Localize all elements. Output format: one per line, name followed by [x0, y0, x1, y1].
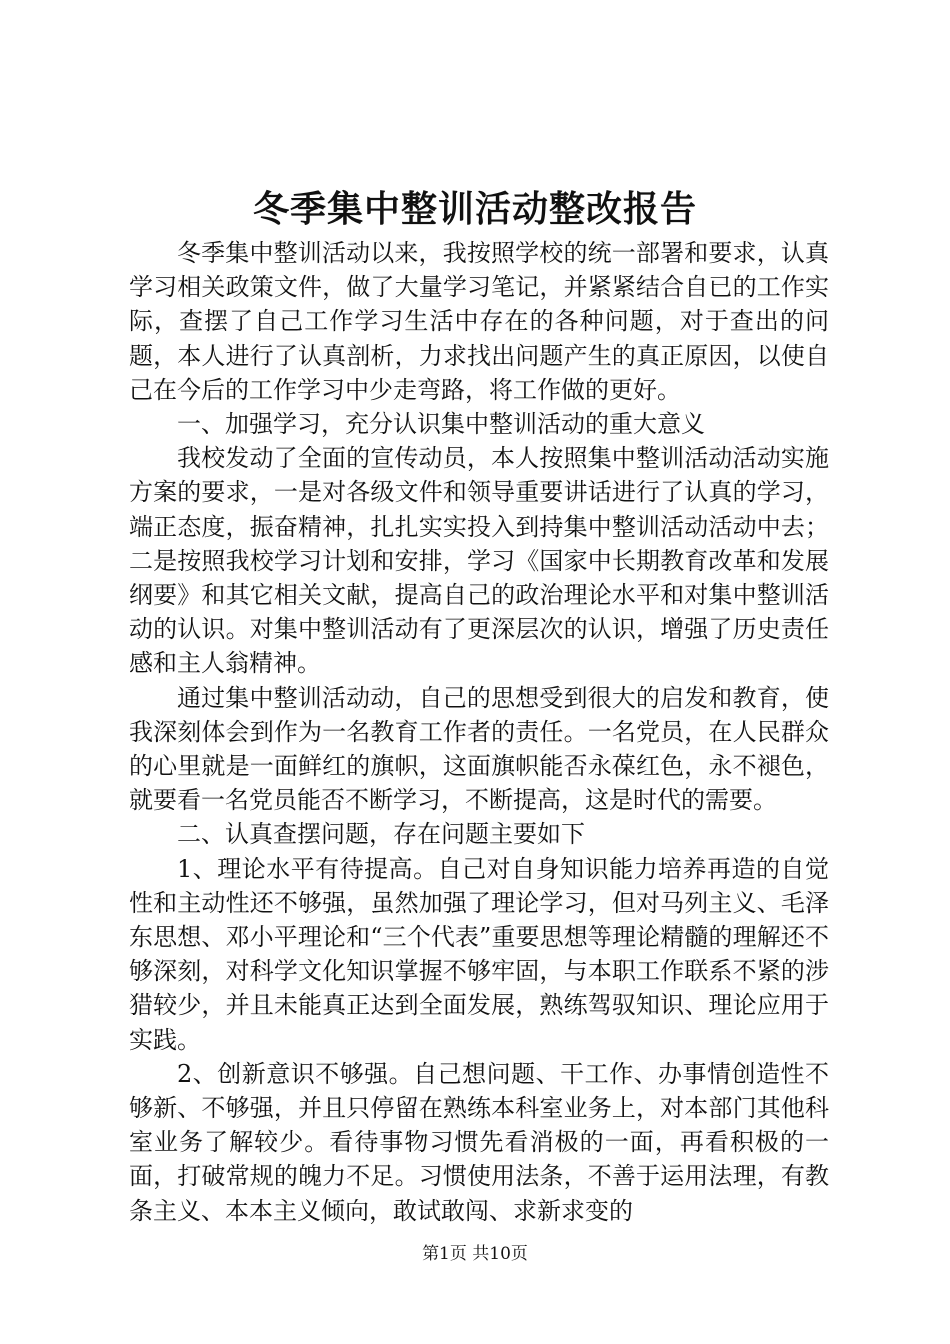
section-heading-2: 二、认真查摆问题，存在问题主要如下 [177, 820, 585, 849]
document-title: 冬季集中整训活动整改报告 [252, 188, 697, 230]
body-paragraph: 我校发动了全面的宣传动员，本人按照集中整训活动活动实施方案的要求，一是对各级文件和领导重要讲话进行了认真的学习，端正态度，振奋精神，扎扎实实投入到持集中整训活动活动中去；二是按照我校学习计划和安排，学习《国家中长期教育改革和发展纲要》和其它相关文献，提高自己的政治理论水平和对集中整训活动的认识。对集中整训活动有了更深层次的认识，增强了历史责任感和主人翁精神。 [129, 444, 829, 678]
body-paragraph: 通过集中整训活动动，自己的思想受到很大的启发和教育，使我深刻体会到作为一名教育工作者的责任。一名党员，在人民群众的心里就是一面鲜红的旗帜，这面旗帜能否永葆红色，永不褪色，就要看一名党员能否不断学习，不断提高，这是时代的需要。 [129, 683, 829, 815]
list-item: 1、理论水平有待提高。自己对自身知识能力培养再造的自觉性和主动性还不够强，虽然加强了理论学习，但对马列主义、毛泽东思想、邓小平理论和“三个代表”重要思想等理论精髓的理解还不够深刻，对科学文化知识掌握不够牢固，与本职工作联系不紧的涉猎较少，并且未能真正达到全面发展，熟练驾驭知识、理论应用于实践。 [129, 854, 829, 1054]
page-footer: 第1页 共10页 [422, 1244, 528, 1264]
intro-paragraph: 冬季集中整训活动以来，我按照学校的统一部署和要求，认真学习相关政策文件，做了大量学习笔记，并紧紧结合自已的工作实际，查摆了自己工作学习生活中存在的各种问题，对于查出的问题，本人进行了认真剖析，力求找出问题产生的真正原因，以使自己在今后的工作学习中少走弯路，将工作做的更好。 [129, 239, 829, 404]
section-heading-1: 一、加强学习，充分认识集中整训活动的重大意义 [177, 410, 705, 439]
document-body [129, 236, 829, 1228]
list-item: 2、创新意识不够强。自己想问题、干工作、办事情创造性不够新、不够强，并且只停留在熟练本科室业务上，对本部门其他科室业务了解较少。看待事物习惯先看消极的一面，再看积极的一面，打破常规的魄力不足。习惯使用法条，不善于运用法理，有教条主义、本本主义倾向，敢试敢闯、求新求变的 [129, 1059, 829, 1225]
